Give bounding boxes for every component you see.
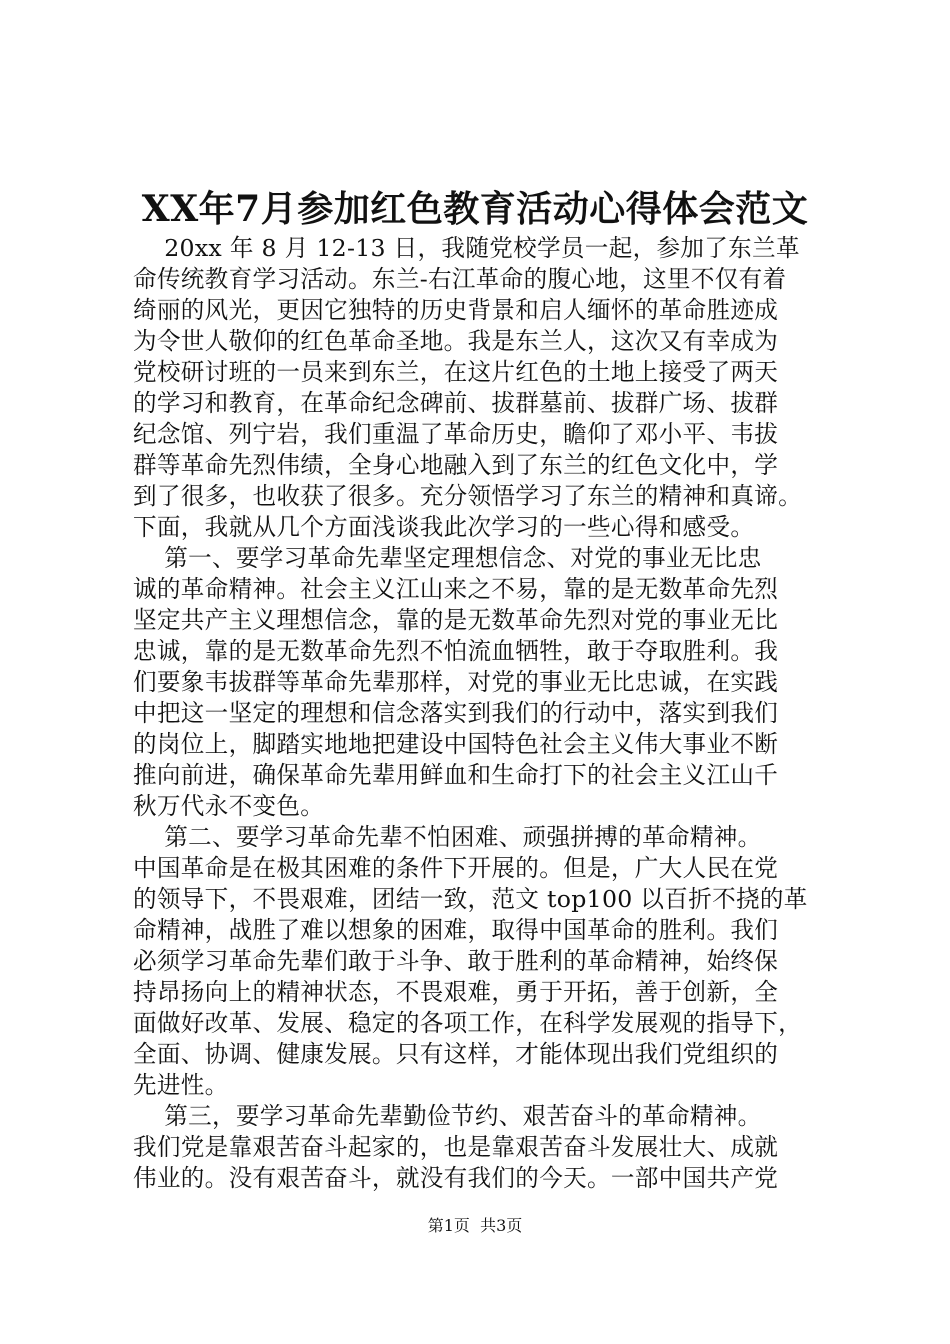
- document-body: [133, 233, 833, 1194]
- page-footer: 第1页 共3页: [427, 1216, 523, 1235]
- text-line: 绮丽的风光，更因它独特的历史背景和启人缅怀的革命胜迹成: [133, 296, 779, 324]
- text-line: 20xx 年 8 月 12-13 日，我随党校学员一起，参加了东兰革: [133, 234, 800, 262]
- text-line: 全面、协调、健康发展。只有这样，才能体现出我们党组织的: [133, 1040, 779, 1068]
- text-line: 的领导下，不畏艰难，团结一致，范文 top100 以百折不挠的革: [133, 885, 808, 913]
- text-line: 下面，我就从几个方面浅谈我此次学习的一些心得和感受。: [133, 513, 755, 541]
- text-line: 伟业的。没有艰苦奋斗，就没有我们的今天。一部中国共产党: [133, 1164, 779, 1192]
- text-line: 中国革命是在极其困难的条件下开展的。但是，广大人民在党: [133, 854, 779, 882]
- text-line: 们要象韦拔群等革命先辈那样，对党的事业无比忠诚，在实践: [133, 668, 779, 696]
- text-line: 持昂扬向上的精神状态，不畏艰难，勇于开拓，善于创新，全: [133, 978, 779, 1006]
- text-line: 必须学习革命先辈们敢于斗争、敢于胜利的革命精神，始终保: [133, 947, 779, 975]
- text-line: 的学习和教育，在革命纪念碑前、拔群墓前、拔群广场、拔群: [133, 389, 779, 417]
- text-line: 党校研讨班的一员来到东兰，在这片红色的土地上接受了两天: [133, 358, 779, 386]
- text-line: 面做好改革、发展、稳定的各项工作，在科学发展观的指导下，: [133, 1009, 803, 1037]
- text-line: 忠诚，靠的是无数革命先烈不怕流血牺牲，敢于夺取胜利。我: [133, 637, 779, 665]
- text-line: 的岗位上，脚踏实地地把建设中国特色社会主义伟大事业不断: [133, 730, 779, 758]
- text-line: 第三，要学习革命先辈勤俭节约、艰苦奋斗的革命精神。: [133, 1102, 762, 1130]
- text-line: 命精神，战胜了难以想象的困难，取得中国革命的胜利。我们: [133, 916, 779, 944]
- text-line: 坚定共产主义理想信念，靠的是无数革命先烈对党的事业无比: [133, 606, 779, 634]
- text-line: 诚的革命精神。社会主义江山来之不易，靠的是无数革命先烈: [133, 575, 779, 603]
- text-line: 命传统教育学习活动。东兰-右江革命的腹心地，这里不仅有着: [133, 265, 787, 293]
- text-line: 为令世人敬仰的红色革命圣地。我是东兰人，这次又有幸成为: [133, 327, 779, 355]
- document-title: XX年7月参加红色教育活动心得体会范文: [141, 188, 809, 230]
- text-line: 第一、要学习革命先辈坚定理想信念、对党的事业无比忠: [133, 544, 762, 572]
- text-line: 秋万代永不变色。: [133, 792, 325, 820]
- text-line: 到了很多，也收获了很多。充分领悟学习了东兰的精神和真谛。: [133, 482, 803, 510]
- text-line: 我们党是靠艰苦奋斗起家的，也是靠艰苦奋斗发展壮大、成就: [133, 1133, 779, 1161]
- text-line: 先进性。: [133, 1071, 229, 1099]
- text-line: 群等革命先烈伟绩，全身心地融入到了东兰的红色文化中，学: [133, 451, 779, 479]
- text-line: 纪念馆、列宁岩，我们重温了革命历史，瞻仰了邓小平、韦拔: [133, 420, 779, 448]
- text-line: 推向前进，确保革命先辈用鲜血和生命打下的社会主义江山千: [133, 761, 779, 789]
- text-line: 中把这一坚定的理想和信念落实到我们的行动中，落实到我们: [133, 699, 779, 727]
- text-line: 第二、要学习革命先辈不怕困难、顽强拼搏的革命精神。: [133, 823, 762, 851]
